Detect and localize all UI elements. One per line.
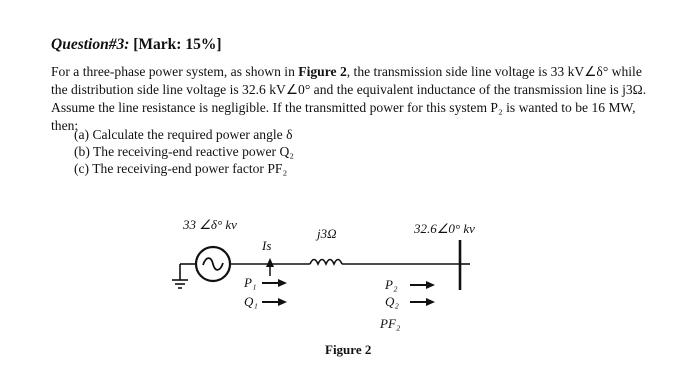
impedance-label: j3Ω bbox=[317, 226, 337, 241]
sending-voltage-label: 33 ∠δ° kv bbox=[183, 217, 237, 232]
p1-arrow-icon bbox=[262, 279, 287, 287]
question-number: Question#3: bbox=[51, 36, 130, 53]
q1-label: Q₁ bbox=[244, 294, 258, 309]
sub-question-a: (a) Calculate the required power angle δ bbox=[74, 127, 293, 142]
sub-question-c: (c) The receiving-end power factor PF₂ bbox=[74, 161, 288, 176]
pf2-label: PF₂ bbox=[380, 316, 401, 331]
figure-caption: Figure 2 bbox=[325, 342, 372, 357]
q1-arrow-icon bbox=[262, 298, 287, 306]
p2-label: P₂ bbox=[385, 277, 398, 292]
figure-reference: Figure 2 bbox=[298, 64, 347, 79]
inductor-symbol bbox=[310, 260, 342, 265]
current-arrow bbox=[266, 258, 274, 276]
statement-part2: , the transmission side line voltage is 33 kV∠δ° while the distribution side line voltage is 32.6 kV∠0° and the equivalent inductance of the transmission line is j3Ω. Assume the line resistance is negligible. If the transmitted power for this system P₂ is wanted to be 16 MW, then: bbox=[51, 64, 647, 133]
question-mark: [Mark: 15%] bbox=[133, 36, 222, 53]
statement-part1: For a three-phase power system, as shown in bbox=[51, 64, 299, 79]
q2-arrow-icon bbox=[410, 298, 435, 306]
p1-label: P₁ bbox=[244, 275, 257, 290]
p2-arrow-icon bbox=[410, 281, 435, 289]
q2-label: Q₂ bbox=[385, 294, 399, 309]
sub-question-b: (b) The receiving-end reactive power Q₂ bbox=[74, 144, 294, 159]
ground-symbol bbox=[172, 264, 196, 288]
receiving-voltage-label: 32.6∠0° kv bbox=[414, 221, 475, 236]
generator-symbol bbox=[196, 247, 230, 281]
current-label: Is bbox=[262, 238, 272, 253]
